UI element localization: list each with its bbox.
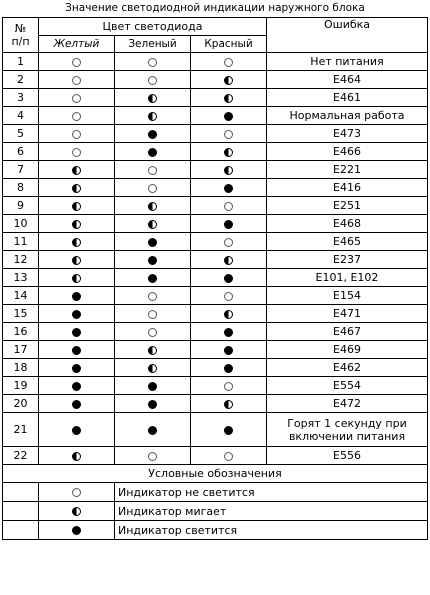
legend-label-on: Индикатор светится: [115, 521, 428, 540]
led-off-icon: [148, 58, 157, 67]
row-number: 13: [3, 269, 39, 287]
led-off-icon: [148, 328, 157, 337]
table-row: [3, 305, 428, 323]
legend-title: Условные обозначения: [3, 465, 428, 483]
table-row: [3, 447, 428, 465]
red-led-cell: [191, 305, 267, 323]
red-led-cell: [191, 359, 267, 377]
led-on-icon: [148, 130, 157, 139]
red-led-cell: [191, 377, 267, 395]
green-led-cell: [115, 125, 191, 143]
led-blinking-icon: [224, 400, 233, 409]
table-row: [3, 287, 428, 305]
green-led-cell: [115, 287, 191, 305]
row-number: 2: [3, 71, 39, 89]
green-led-cell: [115, 251, 191, 269]
row-number: 12: [3, 251, 39, 269]
header-yellow: Желтый: [39, 36, 115, 53]
led-on-icon: [224, 364, 233, 373]
table-row: [3, 377, 428, 395]
led-off-icon: [72, 130, 81, 139]
led-blinking-icon: [72, 256, 81, 265]
table-row: [3, 143, 428, 161]
table-row: [3, 89, 428, 107]
led-on-icon: [148, 400, 157, 409]
green-led-cell: [115, 107, 191, 125]
led-off-icon: [148, 452, 157, 461]
table-row: [3, 341, 428, 359]
led-on-icon: [72, 400, 81, 409]
legend-spacer: [3, 502, 39, 521]
yellow-led-cell: [39, 53, 115, 71]
led-on-icon: [224, 184, 233, 193]
led-blinking-icon: [148, 94, 157, 103]
green-led-cell: [115, 215, 191, 233]
error-cell: E462: [267, 359, 428, 377]
error-cell: E466: [267, 143, 428, 161]
led-blinking-icon: [148, 364, 157, 373]
led-blinking-icon: [72, 202, 81, 211]
red-led-cell: [191, 53, 267, 71]
legend-spacer: [3, 521, 39, 540]
table-row: [3, 269, 428, 287]
yellow-led-cell: [39, 233, 115, 251]
row-number: 21: [3, 413, 39, 447]
led-blinking-icon: [72, 238, 81, 247]
led-blinking-icon: [224, 148, 233, 157]
led-on-icon: [148, 426, 157, 435]
led-blinking-icon: [72, 166, 81, 175]
yellow-led-cell: [39, 287, 115, 305]
red-led-cell: [191, 71, 267, 89]
led-on-icon: [148, 382, 157, 391]
legend-label-blink: Индикатор мигает: [115, 502, 428, 521]
led-off-icon: [148, 310, 157, 319]
error-cell: Нет питания: [267, 53, 428, 71]
header-error: Ошибка: [267, 18, 428, 53]
led-off-icon: [72, 112, 81, 121]
yellow-led-cell: [39, 161, 115, 179]
yellow-led-cell: [39, 179, 115, 197]
legend-icon-cell: [39, 521, 115, 540]
yellow-led-cell: [39, 323, 115, 341]
error-text-line2: включении питания: [288, 429, 406, 443]
red-led-cell: [191, 89, 267, 107]
green-led-cell: [115, 161, 191, 179]
led-on-icon: [72, 526, 81, 535]
green-led-cell: [115, 179, 191, 197]
led-off-icon: [224, 130, 233, 139]
led-off-icon: [72, 94, 81, 103]
legend-label-off: Индикатор не светится: [115, 483, 428, 502]
led-blinking-icon: [72, 184, 81, 193]
led-on-icon: [72, 346, 81, 355]
led-off-icon: [224, 292, 233, 301]
row-number: 7: [3, 161, 39, 179]
legend-spacer: [3, 483, 39, 502]
red-led-cell: [191, 395, 267, 413]
led-on-icon: [224, 220, 233, 229]
table-row: [3, 107, 428, 125]
led-blinking-icon: [148, 112, 157, 121]
table-row: [3, 359, 428, 377]
green-led-cell: [115, 323, 191, 341]
row-number: 14: [3, 287, 39, 305]
table-row: [3, 395, 428, 413]
row-number: 10: [3, 215, 39, 233]
red-led-cell: [191, 233, 267, 251]
led-off-icon: [148, 76, 157, 85]
row-number: 22: [3, 447, 39, 465]
yellow-led-cell: [39, 143, 115, 161]
led-on-icon: [72, 382, 81, 391]
led-off-icon: [148, 184, 157, 193]
led-off-icon: [72, 76, 81, 85]
header-number-line2: п/п: [11, 35, 30, 48]
table-body: [3, 53, 428, 465]
table-row: [3, 215, 428, 233]
red-led-cell: [191, 413, 267, 447]
table-row: [3, 179, 428, 197]
red-led-cell: [191, 269, 267, 287]
legend-section: [3, 465, 428, 540]
green-led-cell: [115, 341, 191, 359]
yellow-led-cell: [39, 215, 115, 233]
row-number: 15: [3, 305, 39, 323]
error-cell: E554: [267, 377, 428, 395]
led-blinking-icon: [72, 220, 81, 229]
error-cell: E471: [267, 305, 428, 323]
led-blinking-icon: [72, 507, 81, 516]
led-off-icon: [148, 292, 157, 301]
green-led-cell: [115, 53, 191, 71]
yellow-led-cell: [39, 305, 115, 323]
red-led-cell: [191, 161, 267, 179]
header-green: Зеленый: [115, 36, 191, 53]
legend-icon-cell: [39, 483, 115, 502]
header-red: Красный: [191, 36, 267, 53]
led-off-icon: [224, 452, 233, 461]
error-cell: E221: [267, 161, 428, 179]
row-number: 1: [3, 53, 39, 71]
row-number: 11: [3, 233, 39, 251]
red-led-cell: [191, 251, 267, 269]
table-row: [3, 251, 428, 269]
green-led-cell: [115, 377, 191, 395]
yellow-led-cell: [39, 359, 115, 377]
red-led-cell: [191, 125, 267, 143]
yellow-led-cell: [39, 125, 115, 143]
led-off-icon: [148, 166, 157, 175]
error-cell: E465: [267, 233, 428, 251]
table-row: [3, 413, 428, 447]
table-row: [3, 71, 428, 89]
led-off-icon: [224, 238, 233, 247]
led-blinking-icon: [148, 220, 157, 229]
led-off-icon: [224, 382, 233, 391]
legend-icon-cell: [39, 502, 115, 521]
yellow-led-cell: [39, 107, 115, 125]
error-cell: E473: [267, 125, 428, 143]
header-number: [3, 18, 39, 53]
error-cell: E251: [267, 197, 428, 215]
row-number: 8: [3, 179, 39, 197]
led-blinking-icon: [224, 166, 233, 175]
yellow-led-cell: [39, 447, 115, 465]
green-led-cell: [115, 395, 191, 413]
row-number: 19: [3, 377, 39, 395]
row-number: 3: [3, 89, 39, 107]
led-blinking-icon: [148, 346, 157, 355]
table-title: Значение светодиодной индикации наружного блока: [65, 2, 365, 14]
green-led-cell: [115, 143, 191, 161]
red-led-cell: [191, 287, 267, 305]
row-number: 9: [3, 197, 39, 215]
table-row: [3, 161, 428, 179]
red-led-cell: [191, 179, 267, 197]
error-cell: [267, 413, 428, 447]
error-cell: E464: [267, 71, 428, 89]
led-indication-table: [2, 17, 428, 540]
row-number: 17: [3, 341, 39, 359]
header-led-color: Цвет светодиода: [39, 18, 267, 36]
table-row: [3, 233, 428, 251]
error-cell: E468: [267, 215, 428, 233]
red-led-cell: [191, 341, 267, 359]
yellow-led-cell: [39, 89, 115, 107]
led-on-icon: [72, 364, 81, 373]
led-on-icon: [148, 256, 157, 265]
green-led-cell: [115, 447, 191, 465]
row-number: 16: [3, 323, 39, 341]
green-led-cell: [115, 359, 191, 377]
row-number: 18: [3, 359, 39, 377]
red-led-cell: [191, 107, 267, 125]
row-number: 20: [3, 395, 39, 413]
header-number-line1: №: [14, 22, 27, 35]
error-cell: E556: [267, 447, 428, 465]
led-on-icon: [148, 274, 157, 283]
yellow-led-cell: [39, 395, 115, 413]
table-row: [3, 53, 428, 71]
red-led-cell: [191, 197, 267, 215]
yellow-led-cell: [39, 251, 115, 269]
error-cell: E154: [267, 287, 428, 305]
led-off-icon: [224, 58, 233, 67]
yellow-led-cell: [39, 377, 115, 395]
yellow-led-cell: [39, 197, 115, 215]
led-on-icon: [224, 274, 233, 283]
error-cell: E461: [267, 89, 428, 107]
error-cell: E101, E102: [267, 269, 428, 287]
red-led-cell: [191, 447, 267, 465]
row-number: 4: [3, 107, 39, 125]
error-cell: Нормальная работа: [267, 107, 428, 125]
green-led-cell: [115, 269, 191, 287]
led-on-icon: [72, 426, 81, 435]
green-led-cell: [115, 71, 191, 89]
red-led-cell: [191, 215, 267, 233]
led-on-icon: [148, 148, 157, 157]
led-blinking-icon: [224, 94, 233, 103]
led-off-icon: [72, 148, 81, 157]
red-led-cell: [191, 323, 267, 341]
led-off-icon: [72, 488, 81, 497]
led-blinking-icon: [72, 274, 81, 283]
led-blinking-icon: [148, 202, 157, 211]
error-cell: E237: [267, 251, 428, 269]
table-row: [3, 197, 428, 215]
led-on-icon: [72, 328, 81, 337]
row-number: 6: [3, 143, 39, 161]
error-cell: E416: [267, 179, 428, 197]
red-led-cell: [191, 143, 267, 161]
led-blinking-icon: [224, 76, 233, 85]
led-blinking-icon: [72, 452, 81, 461]
yellow-led-cell: [39, 269, 115, 287]
led-blinking-icon: [224, 310, 233, 319]
error-cell: E472: [267, 395, 428, 413]
led-on-icon: [72, 292, 81, 301]
led-on-icon: [72, 310, 81, 319]
error-text-line1: Горят 1 секунду при: [287, 416, 407, 430]
yellow-led-cell: [39, 341, 115, 359]
led-on-icon: [224, 328, 233, 337]
green-led-cell: [115, 197, 191, 215]
table-row: [3, 323, 428, 341]
led-on-icon: [224, 112, 233, 121]
led-on-icon: [148, 238, 157, 247]
led-on-icon: [224, 346, 233, 355]
error-cell: E467: [267, 323, 428, 341]
yellow-led-cell: [39, 413, 115, 447]
green-led-cell: [115, 305, 191, 323]
led-blinking-icon: [224, 256, 233, 265]
green-led-cell: [115, 89, 191, 107]
led-off-icon: [72, 58, 81, 67]
table-row: [3, 125, 428, 143]
green-led-cell: [115, 413, 191, 447]
led-off-icon: [224, 202, 233, 211]
row-number: 5: [3, 125, 39, 143]
error-cell: E469: [267, 341, 428, 359]
green-led-cell: [115, 233, 191, 251]
yellow-led-cell: [39, 71, 115, 89]
led-on-icon: [224, 426, 233, 435]
